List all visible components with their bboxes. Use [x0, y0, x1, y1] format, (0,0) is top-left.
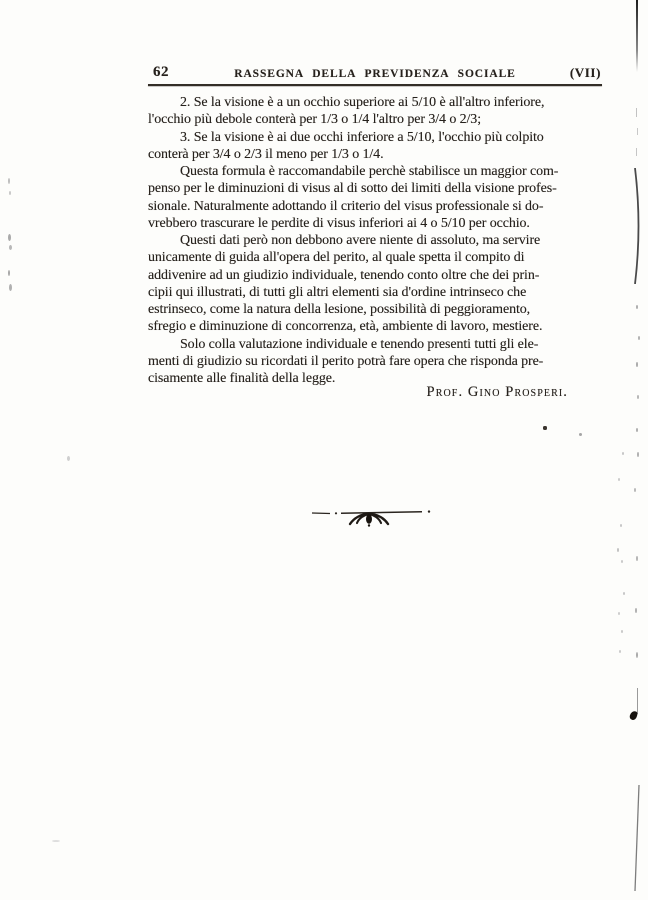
text-line-content: penso per le diminuzioni di visus al di sotto dei limiti della visione profes-: [148, 181, 557, 197]
scan-artifact: [8, 270, 10, 276]
text-line-content: conterà per 3/4 o 2/3 il meno per 1/3 o 1/4.: [148, 146, 384, 162]
text-line-content: cisamente alle finalità della legge.: [148, 371, 336, 386]
text-line-content: menti di giudizio su ricordati il perito potrà fare opera che risponda pre-: [148, 353, 544, 369]
page-number: 62: [153, 64, 169, 80]
scan-artifact: [635, 608, 637, 613]
text-line-content: addivenire ad un giudizio individuale, tenendo conto oltre che dei prin-: [148, 267, 540, 283]
scan-artifact: [634, 488, 636, 492]
scan-artifact: [636, 362, 638, 367]
text-line: [148, 215, 601, 232]
scan-artifact: [617, 548, 619, 552]
scan-artifact: [622, 452, 624, 455]
scan-artifact: [8, 234, 11, 241]
text-line: [148, 232, 601, 249]
scan-artifact: [579, 433, 582, 436]
scan-artifact: [636, 0, 638, 72]
text-line: [148, 146, 601, 163]
scan-artifact: [636, 108, 637, 117]
scan-artifact: [8, 178, 10, 184]
header-rule: [148, 84, 602, 86]
scan-artifact: [621, 560, 623, 563]
scan-artifact: [636, 305, 638, 309]
issue-label: (VII): [569, 65, 601, 80]
text-line: [148, 267, 601, 284]
scan-artifact: [638, 336, 640, 340]
text-line: [148, 163, 601, 180]
journal-title: RASSEGNA DELLA PREVIDENZA SOCIALE: [234, 68, 516, 80]
text-line-content: sfregio e diminuzione di concorrenza, età, ambiente di lavoro, mestiere.: [148, 319, 543, 335]
text-line-content: Solo colla valutazione individuale e tenendo presenti tutti gli ele-: [180, 336, 539, 352]
scan-artifact: [618, 478, 620, 481]
scan-artifact: [620, 524, 622, 527]
text-line: [148, 111, 601, 128]
scan-artifact: [543, 426, 547, 430]
text-line-content: vrebbero trascurare le perdite di visus inferiori ai 4 o 5/10 per occhio.: [148, 215, 530, 231]
scan-artifact: [52, 840, 60, 842]
page-header: [148, 63, 602, 83]
text-line-content: estrinseco, come la natura della lesione, possibilità di peggioramento,: [148, 302, 531, 317]
scan-artifact: [67, 456, 70, 461]
scan-artifact: [632, 785, 641, 891]
text-line: [148, 318, 601, 335]
text-line: [148, 129, 601, 146]
text-line-content: unicamente di guida all'opera del perito, al quale spetta il compito di: [148, 250, 525, 266]
text-line: [148, 284, 601, 301]
text-line-content: l'occhio più debole conterà per 1/3 o 1/4 l'altro per 3/4 o 2/3;: [148, 112, 481, 128]
text-line-content: sionale. Naturalmente adottando il criterio del visus professionale si do-: [148, 198, 544, 214]
scan-artifact: [637, 452, 639, 457]
author-signature: Prof. Gino Prosperi.: [426, 384, 568, 400]
scan-artifact: [621, 630, 623, 633]
scan-artifact: [629, 710, 638, 721]
text-line-content: 2. Se la visione è a un occhio superiore ai 5/10 è all'altro inferiore,: [180, 95, 545, 110]
text-line: [148, 198, 601, 215]
text-line-content: cipii qui illustrati, di tutti gli altri elementi sia d'ordine intrinseco che: [148, 284, 527, 300]
scan-artifact: [636, 428, 638, 432]
text-line-content: Questi dati però non debbono avere niente di assoluto, ma servire: [180, 233, 541, 248]
text-line: [148, 353, 601, 370]
text-line-content: 3. Se la visione è ai due occhi inferiore a 5/10, l'occhio più colpito: [180, 129, 544, 145]
scan-artifact: [9, 284, 12, 291]
scan-artifact: [619, 650, 621, 653]
section-divider-ornament-icon: [303, 502, 443, 532]
scan-artifact: [9, 191, 11, 195]
scan-artifact: [633, 168, 644, 284]
scan-artifact: [636, 556, 638, 561]
scan-artifact: [637, 128, 638, 135]
scan-artifact: [636, 148, 637, 156]
scan-artifact: [637, 688, 638, 714]
text-line: [148, 180, 601, 197]
scan-artifact: [618, 612, 620, 615]
text-line: [148, 94, 601, 111]
scan-artifact: [636, 652, 638, 658]
article-text: [148, 94, 601, 387]
scan-artifact: [637, 395, 639, 399]
scan-artifact: [9, 245, 12, 250]
text-line-content: Questa formula è raccomandabile perchè stabilisce un maggior com-: [180, 164, 559, 179]
scan-artifact: [623, 592, 625, 595]
text-line: [148, 336, 601, 353]
text-line: [148, 249, 601, 266]
text-line: [148, 301, 601, 318]
